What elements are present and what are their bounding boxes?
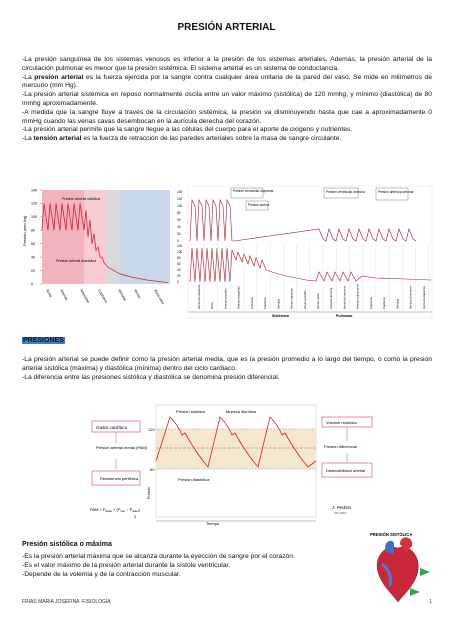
fig2-top-ytick: 20 xyxy=(177,232,181,237)
vessel-blue xyxy=(385,541,394,554)
fig2-bottom-ytick: 100 xyxy=(177,250,183,255)
fig2-top-ytick: 80 xyxy=(177,211,181,216)
credit: J. Perkins xyxy=(332,505,352,510)
fig2-segment-label: Ventrículo izquierdo xyxy=(197,284,201,309)
label-pulse-pressure: Presión diferencial xyxy=(324,444,357,449)
label-systolic: Presión sistólica xyxy=(176,409,205,414)
fig2-bottom-ytick: 80 xyxy=(177,256,181,261)
tick-80: 80 xyxy=(150,467,155,472)
systolic-label: Presión arterial sistólica xyxy=(62,197,100,201)
fig2-segment-label: Aorta xyxy=(210,302,215,309)
heart-illustration xyxy=(360,528,436,608)
fig2-segment-label: Vénulas xyxy=(276,298,281,309)
page-title: PRESIÓN ARTERIAL xyxy=(177,22,276,33)
fig1-xlabel: Arteriolas xyxy=(79,288,91,304)
fig1-ytick: 0 xyxy=(31,282,33,287)
intro-p3: -La presión arterial sistémica en reposo normalmente oscila entre un valor máximo (sistólica) de 120 mmhg, y mínimo (diastólica) de 80 mmhg aproximadamente. xyxy=(22,91,432,107)
fig1-ytick: 140 xyxy=(31,188,37,193)
fig2-top-ytick: 60 xyxy=(177,218,181,223)
fig2-segment-label: Aurícula izquierda xyxy=(421,286,426,309)
fig2-bottom-ytick: 0 xyxy=(177,280,179,285)
fig2-top-ytick: 140 xyxy=(177,190,183,195)
svg-text:Gasto cardíaco: Gasto cardíaco xyxy=(96,425,128,430)
fig2-segment-label: Vénulas xyxy=(395,298,400,309)
svg-text:3: 3 xyxy=(134,515,136,519)
fig2-segment-label: Venas cavas xyxy=(316,293,320,309)
fig2-segment-label: Aurícula derecha xyxy=(329,287,334,309)
fig1-ytick: 100 xyxy=(31,215,37,220)
fig2-bottom-ytick: 40 xyxy=(177,268,181,273)
fig1-xlabel: Arterias xyxy=(59,288,69,302)
svg-text:Presión ventricular derecha: Presión ventricular derecha xyxy=(326,190,365,194)
pulmonary-label: Pulmonar xyxy=(336,314,353,318)
fig2-top-ytick: 120 xyxy=(177,197,183,202)
svg-text:Volumen sistólico: Volumen sistólico xyxy=(326,420,357,425)
fig1-ytick: 20 xyxy=(31,268,35,273)
fig2-segment-label: Arterias pequeñas xyxy=(236,286,241,309)
fig2-top-ytick: 100 xyxy=(177,204,183,209)
arterial-zone xyxy=(42,190,84,284)
intro-p2: -La presión arterial es la fuerza ejercida por la sangre contra cualquier área unitaria de la pared del vaso. Se mide en milímetros de mercurio (mm Hg). xyxy=(22,73,432,90)
systemic-label: Sistémica xyxy=(272,314,289,318)
svg-text:Presión arterial pulmonar: Presión arterial pulmonar xyxy=(378,190,414,194)
svg-text:Presión aórtica: Presión aórtica xyxy=(248,203,270,207)
intro-p4: -A medida que la sangre fluye a través de la circulación sistémica, la presión va disminuyendo hasta que cae a aproximadamente 0 mmHg cuando las venas cavas desembocan en la aurícula derecha del corazón. xyxy=(22,108,432,125)
fig2-segment-label: Venas grandes xyxy=(302,290,307,309)
fig2-segment-label: Arteriolas xyxy=(368,297,373,309)
arteriole-zone xyxy=(84,190,106,284)
fig1-xlabel: Capilares xyxy=(97,288,109,304)
axis-pressure: Presión xyxy=(147,486,151,499)
figure-mean-arterial-pressure xyxy=(86,401,376,536)
fig1-ylabel: Presión (mm Hg) xyxy=(22,215,27,246)
svg-text:Distensibilidad arterial: Distensibilidad arterial xyxy=(326,468,366,473)
map-formula: PAM = $P_{diast} + (P_{sist} - P_{diast})$ xyxy=(90,507,140,513)
svg-text:MS, MFA: MS, MFA xyxy=(334,511,347,515)
fig2-bottom-ytick: 20 xyxy=(177,274,181,279)
box-pam: Presión arterial media (PAM) xyxy=(96,445,148,450)
figure-pressure-detailed xyxy=(176,184,434,324)
fig2-segment-label: Ventrículo derecho xyxy=(342,285,347,309)
fig2-segment-label: Arteriolas xyxy=(249,297,254,309)
fig2-segment-label: Venas pequeñas xyxy=(289,288,294,309)
axis-time: Tiempo xyxy=(206,521,220,526)
svg-text:Presión ventricular izquierda: Presión ventricular izquierda xyxy=(233,189,274,193)
fig1-xlabel: Aorta xyxy=(45,288,53,298)
diastolic-label: Presión arterial diastólica xyxy=(56,259,97,263)
arrow-icon xyxy=(410,588,420,596)
intro-p5: -La presión arterial permite que la sangre llegue a las células del cuerpo para el aporte de oxígeno y nutrientes. xyxy=(22,126,353,134)
fig2-top-ytick: 40 xyxy=(177,225,181,230)
fig2-segment-label: Arterias pulmonares xyxy=(355,283,360,309)
fig2-segment-label: Capilares xyxy=(263,297,268,309)
fig2-bottom-ytick: 60 xyxy=(177,262,181,267)
page-number: 1 xyxy=(429,599,432,605)
fig1-ytick: 60 xyxy=(31,242,35,247)
label-dicrotic-notch: Muesca dicrótica xyxy=(226,409,257,414)
fig2-bottom-ytick: 120 xyxy=(177,244,183,249)
presiones-p2: -La diferencia entre las presiones sistólica y diastólica se denomina presión diferencial. xyxy=(22,373,280,381)
fig1-ytick: 80 xyxy=(31,228,35,233)
svg-text:Resistencia periférica: Resistencia periférica xyxy=(100,476,139,481)
heart-image-label: PRESIÓN SISTÓLICA xyxy=(370,532,413,537)
fig1-xlabel: Vena cava xyxy=(153,288,165,306)
heading-sistolica: Presión sistólica o máxima xyxy=(22,541,112,548)
fig1-xlabel: Venas xyxy=(133,288,142,300)
arrow-icon xyxy=(420,568,430,576)
fig1-ytick: 120 xyxy=(31,201,37,206)
tick-120: 120 xyxy=(148,427,155,432)
fig2-segment-label: Venas pulmonares xyxy=(408,285,413,309)
fig2-segment-label: Arterias grandes xyxy=(223,288,228,309)
fig2-segment-label: Capilares xyxy=(382,297,387,309)
figure-pressure-by-vessel xyxy=(22,186,172,316)
sistolica-lines: -Es la presión arterial máxima que se alcanza durante la eyección de sangre por el corazón. -Es el valor máximo de la presión arterial durante la sístole ventricular. -Depende de la volemia y de la contracción muscular. xyxy=(22,553,295,578)
venous-zone xyxy=(120,190,170,284)
section-heading-presiones: PRESIONES xyxy=(23,337,64,344)
fig2-top-ytick: 0 xyxy=(177,239,179,244)
intro-paragraphs xyxy=(22,56,432,144)
label-diastolic: Presión diastólica xyxy=(178,477,210,482)
footer-author: FRIAS MARIA JOSEFINA -FISIOLOGÍA xyxy=(22,599,111,605)
presiones-p1: -La presión arterial se puede definir como la presión arterial media, que es la presión promedio a lo largo del tiempo, o como la presión arterial sistólica (máxima) y diastólica (mínima) dentro del ciclo cardiaco. xyxy=(22,356,432,372)
intro-p6: -La tensión arterial es la fuerza de retracción de las paredes arteriales sobre la masa de sangre circulante. xyxy=(22,135,342,143)
intro-p1: -La presión sanguínea de los sistemas venosos es inferior a la presión de los sistemas arteriales. Además, la presión arterial de la circulación pulmonar es menor que la presión sistémica. El sistema arterial es un sistema de conductancia. xyxy=(22,56,432,72)
fig1-ytick: 40 xyxy=(31,255,35,260)
presiones-paragraphs xyxy=(22,356,432,382)
fig1-xlabel: Vénulas xyxy=(117,288,128,302)
